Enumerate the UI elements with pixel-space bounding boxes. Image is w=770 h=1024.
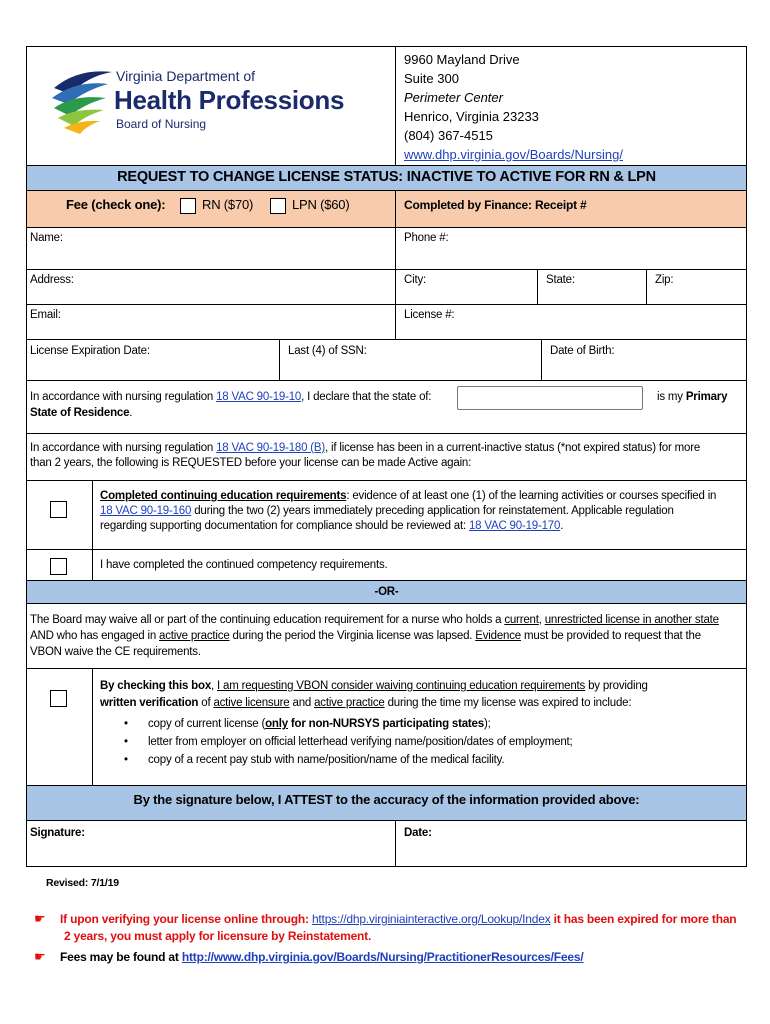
fee-lpn-label: LPN ($60) [292,197,350,212]
consider-bullet-3 [124,751,573,769]
ce-regulation-link-2[interactable]: 18 VAC 90-19-170 [468,520,561,532]
residence-post: , I declare that the state of: [301,391,432,403]
bullet1-only: only [265,718,288,730]
note2-fees-link[interactable]: http://www.dhp.virginia.gov/Boards/Nursing/PractitionerResources/Fees/ [181,950,584,964]
dhp-logo-swoosh-icon [48,58,118,138]
address-phone: (804) 367-4515 [404,128,493,143]
pointing-hand-icon: ☛ [34,911,46,926]
waiver-t4: during the period the Virginia license was lapsed. [229,630,476,642]
signature-label: Signature: [30,827,85,839]
ce-text [100,489,742,534]
inactive-text [30,441,742,471]
fee-lpn-checkbox[interactable] [270,198,286,214]
bullet-icon: • [124,736,128,748]
consider-t4: during the time my license was expired to include: [384,697,632,709]
waiver-active-practice: active practice [159,630,230,642]
consider-u2: active licensure [213,697,290,709]
license-number-label: License #: [404,309,455,321]
finance-receipt-label: Completed by Finance: Receipt # [404,198,587,212]
consider-bullet-2 [124,733,573,751]
bullet-icon: • [124,754,128,766]
inactive-regulation-link[interactable]: 18 VAC 90-19-180 (B) [216,442,326,454]
address-street: 9960 Mayland Drive [404,52,520,67]
consider-b2: written verification [100,697,199,709]
consider-t3: and [289,697,315,709]
residence-pre: In accordance with nursing regulation [30,391,217,403]
email-label: Email: [30,309,61,321]
ce-text1: : evidence of at least one (1) of the learning activities or courses specified in [346,490,717,502]
ce-text2: during the two (2) years immediately preceding application for reinstatement. Applicable regulation [191,505,674,517]
state-label: State: [546,274,575,286]
phone-label: Phone #: [404,232,449,244]
logo-line3: Board of Nursing [116,117,207,131]
name-label: Name: [30,232,63,244]
residence-state-input[interactable] [457,386,643,410]
residence-period: . [129,407,133,419]
note1-lookup-link[interactable]: https://dhp.virginiainteractive.org/Lookup/Index [311,912,551,926]
consider-bullets [124,715,573,769]
waiver-t6: VBON waive the CE requirements. [30,646,201,658]
consider-u1: I am requesting VBON consider waiving continuing education requirements [217,680,586,692]
address-url-link[interactable]: www.dhp.virginia.gov/Boards/Nursing/ [404,147,623,162]
email-field[interactable] [26,304,396,340]
ce-period: . [560,520,564,532]
fee-label: Fee (check one): [66,197,166,212]
bullet1-post: ); [483,718,491,730]
ce-heading: Completed continuing education requirements [100,490,347,502]
residence-text [30,390,431,405]
date-label: Date: [404,827,432,839]
logo-line1: Virginia Department of [116,68,256,84]
bullet1-bold: for non-NURSYS participating states [287,718,484,730]
consider-b1: By checking this box [100,680,212,692]
consider-u3: active practice [314,697,385,709]
expiration-date-label: License Expiration Date: [30,345,150,357]
address-center: Perimeter Center [404,90,503,105]
consider-c1: , [211,680,218,692]
waiver-evidence: Evidence [475,630,521,642]
date-field[interactable] [395,820,747,867]
note1-line2: 2 years, you must apply for licensure by Reinstatement. [64,929,372,943]
city-label: City: [404,274,427,286]
consider-checkbox[interactable] [50,690,67,707]
inactive-post: , if license has been in a current-inactive status (*not expired status) for more [325,442,701,454]
note1-pre: If upon verifying your license online through: [60,912,312,926]
inactive-pre: In accordance with nursing regulation [30,442,217,454]
fee-rn-label: RN ($70) [202,197,254,212]
residence-regulation-link[interactable]: 18 VAC 90-19-10 [216,391,302,403]
ce-checkbox[interactable] [50,501,67,518]
waiver-t5: must be provided to request that the [521,630,701,642]
logo-line2: Health Professions [114,85,345,115]
waiver-unrestricted: unrestricted license in another state [544,614,719,626]
address-suite: Suite 300 [404,71,459,86]
fee-rn-checkbox[interactable] [180,198,196,214]
name-field[interactable] [26,227,396,270]
address-field[interactable] [26,269,396,305]
pointing-hand-icon: ☛ [34,949,46,964]
address-label: Address: [30,274,74,286]
address-city: Henrico, Virginia 23233 [404,109,539,124]
page-title: REQUEST TO CHANGE LICENSE STATUS: INACTIVE TO ACTIVE FOR RN & LPN [117,169,656,185]
waiver-text [30,612,744,660]
consider-text [100,678,744,712]
dob-label: Date of Birth: [550,345,615,357]
bullet2-text: letter from employer on official letterhead verifying name/position/dates of employment; [148,736,573,748]
residence-primary-text [657,390,727,405]
bullet1-pre: copy of current license ( [148,718,266,730]
ce-text3: regarding supporting documentation for compliance should be reviewed at: [100,520,469,532]
waiver-current: current [504,614,539,626]
consider-t2: of [198,697,214,709]
competency-text: I have completed the continued competency requirements. [100,559,388,571]
revised-date: Revised: 7/1/19 [46,877,119,889]
residence-primary-word: Primary [685,391,728,403]
inactive-line2: than 2 years, the following is REQUESTED before your license can be made Active again: [30,457,472,469]
ssn-label: Last (4) of SSN: [288,345,367,357]
note-2 [34,948,754,966]
residence-state-of-residence: State of Residence [30,407,130,419]
note1-post: it has been expired for more than [550,912,737,926]
waiver-t3: AND who has engaged in [30,630,160,642]
bullet3-text: copy of a recent pay stub with name/position/name of the medical facility. [148,754,505,766]
or-label: -OR- [374,586,399,598]
note2-pre: Fees may be found at [60,950,182,964]
ce-regulation-link-1[interactable]: 18 VAC 90-19-160 [100,505,192,517]
note-1 [34,910,754,945]
dhp-logo [48,58,378,138]
consider-bullet-1 [124,715,573,733]
consider-checkbox-cell [26,668,93,786]
competency-checkbox[interactable] [50,558,67,575]
waiver-t2: , [538,614,545,626]
attest-label: By the signature below, I ATTEST to the accuracy of the information provided above: [133,792,640,807]
bullet-icon: • [124,718,128,730]
residence-line2 [30,406,132,421]
consider-t1: by providing [585,680,648,692]
address-block [404,50,623,164]
residence-primary-pre: is my [657,391,686,403]
zip-label: Zip: [655,274,674,286]
waiver-t1: The Board may waive all or part of the continuing education requirement for a nurse who holds a [30,614,505,626]
